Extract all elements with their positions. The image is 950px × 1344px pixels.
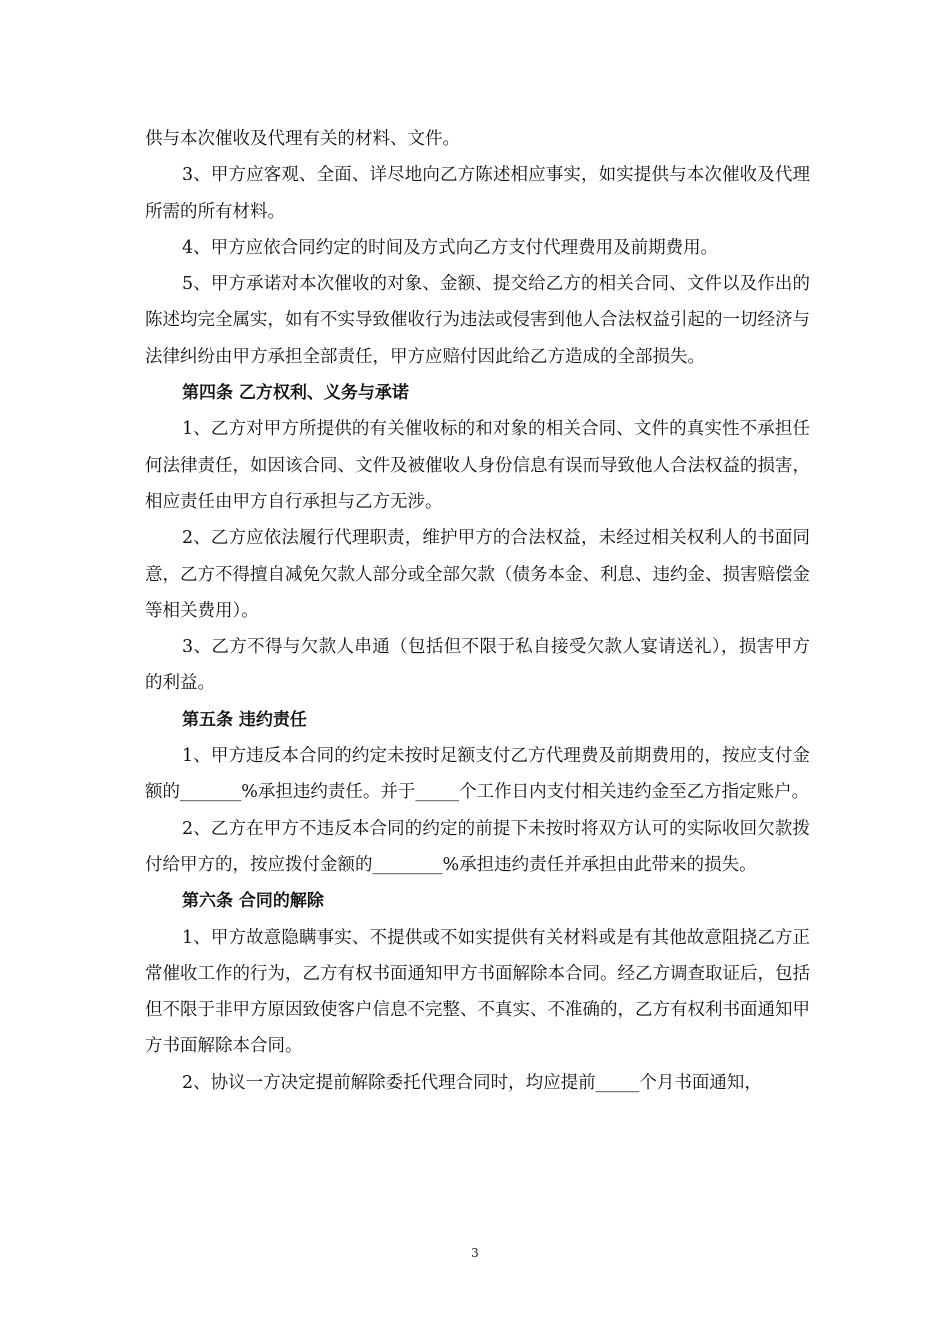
paragraph-continuation: 供与本次催收及代理有关的材料、文件。 [145,129,460,149]
paragraph-party-a-clause-4: 4、甲方应依合同约定的时间及方式向乙方支付代理费用及前期费用。 [182,237,719,258]
paragraph-party-a-clause-5: 5、甲方承诺对本次催收的对象、金额、提交给乙方的相关合同、文件以及作出的陈述均完全属实，如有不实导致催收行为违法或侵害到他人合法权益引起的一切经济与法律纠纷由甲方承担全部责任，甲方应赔付因此给乙方造成的全部损失。 [145,274,810,367]
article-6-heading: 第六条 合同的解除 [182,891,324,912]
paragraph-termination-clause-1: 1、甲方故意隐瞒事实、不提供或不如实提供有关材料或是有其他故意阻挠乙方正常催收工作的行为，乙方有权书面通知甲方书面解除本合同。经乙方调查取证后，包括但不限于非甲方原因致使客户信息不完整、不真实、不准确的，乙方有权利书面通知甲方书面解除本合同。 [145,927,810,1057]
article-5-heading: 第五条 违约责任 [182,709,307,730]
paragraph-party-b-clause-1: 1、乙方对甲方所提供的有关催收标的和对象的相关合同、文件的真实性不承担任何法律责任，如因该合同、文件及被催收人身份信息有误而导致他人合法权益的损害，相应责任由甲方自行承担与乙方无涉。 [145,419,810,512]
document-body [145,121,810,1101]
page-number: 3 [471,1246,479,1260]
paragraph-breach-clause-1: 1、甲方违反本合同的约定未按时足额支付乙方代理费及前期费用的，按应支付金额的_______%承担违约责任。并于_____个工作日内支付相关违约金至乙方指定账户。 [145,746,810,803]
paragraph-party-a-clause-3: 3、甲方应客观、全面、详尽地向乙方陈述相应事实，如实提供与本次催收及代理所需的所有材料。 [145,165,810,222]
article-4-heading: 第四条 乙方权利、义务与承诺 [182,383,409,404]
paragraph-party-b-clause-3: 3、乙方不得与欠款人串通（包括但不限于私自接受欠款人宴请送礼），损害甲方的利益。 [145,637,810,694]
paragraph-breach-clause-2: 2、乙方在甲方不违反本合同的约定的前提下未按时将双方认可的实际收回欠款拨付给甲方的，按应拨付金额的________%承担违约责任并承担由此带来的损失。 [145,818,810,875]
paragraph-party-b-clause-2: 2、乙方应依法履行代理职责，维护甲方的合法权益，未经过相关权利人的书面同意，乙方不得擅自减免欠款人部分或全部欠款（债务本金、利息、违约金、损害赔偿金等相关费用）。 [145,528,810,621]
paragraph-termination-clause-2: 2、协议一方决定提前解除委托代理合同时，均应提前_____个月书面通知， [182,1072,762,1093]
